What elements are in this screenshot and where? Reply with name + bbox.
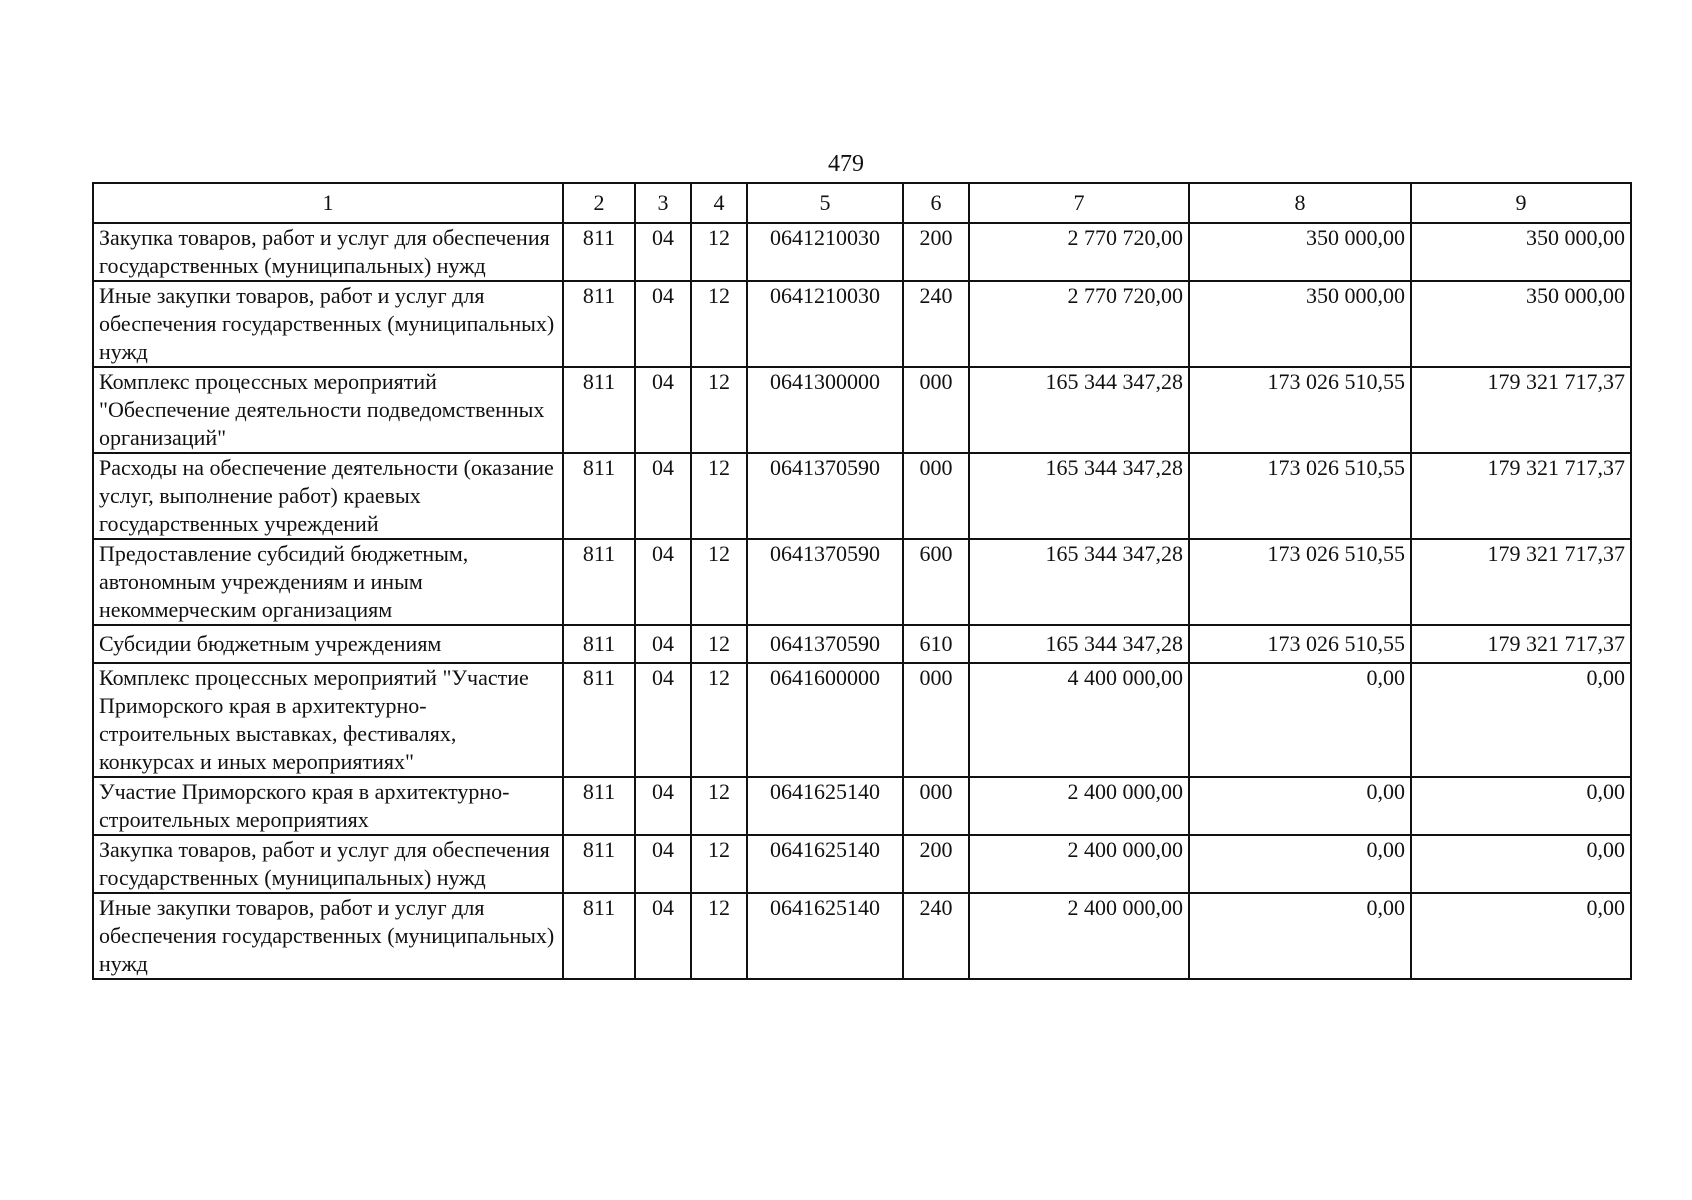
row-code-5: 0641370590: [747, 453, 903, 539]
row-code-2: 811: [563, 625, 635, 663]
row-code-6: 000: [903, 367, 969, 453]
header-cell: 9: [1411, 183, 1631, 223]
row-amount-8: 0,00: [1189, 777, 1411, 835]
row-amount-7: 2 400 000,00: [969, 893, 1189, 979]
row-code-5: 0641600000: [747, 663, 903, 777]
row-code-6: 000: [903, 663, 969, 777]
row-amount-8: 350 000,00: [1189, 281, 1411, 367]
row-name: Иные закупки товаров, работ и услуг для обеспечения государственных (муниципальных) нужд: [93, 281, 563, 367]
header-cell: 3: [635, 183, 691, 223]
row-code-2: 811: [563, 281, 635, 367]
row-code-4: 12: [691, 893, 747, 979]
row-code-3: 04: [635, 281, 691, 367]
row-name: Закупка товаров, работ и услуг для обеспечения государственных (муниципальных) нужд: [93, 835, 563, 893]
row-code-4: 12: [691, 835, 747, 893]
row-code-6: 200: [903, 835, 969, 893]
header-cell: 7: [969, 183, 1189, 223]
row-code-2: 811: [563, 663, 635, 777]
row-amount-8: 173 026 510,55: [1189, 539, 1411, 625]
table-row: [93, 367, 1631, 453]
row-code-6: 200: [903, 223, 969, 281]
row-name: Комплекс процессных мероприятий "Обеспечение деятельности подведомственных организаций": [93, 367, 563, 453]
table-row: [93, 281, 1631, 367]
table-row: [93, 835, 1631, 893]
header-cell: 4: [691, 183, 747, 223]
row-amount-9: 179 321 717,37: [1411, 625, 1631, 663]
row-code-4: 12: [691, 777, 747, 835]
row-name: Расходы на обеспечение деятельности (оказание услуг, выполнение работ) краевых государственных учреждений: [93, 453, 563, 539]
row-name: Участие Приморского края в архитектурно-строительных мероприятиях: [93, 777, 563, 835]
table-row: [93, 539, 1631, 625]
row-code-2: 811: [563, 539, 635, 625]
row-code-3: 04: [635, 539, 691, 625]
table-row: [93, 223, 1631, 281]
header-cell: 6: [903, 183, 969, 223]
table-row: [93, 625, 1631, 663]
page-number: 479: [828, 151, 864, 177]
row-code-3: 04: [635, 223, 691, 281]
row-code-3: 04: [635, 893, 691, 979]
row-code-3: 04: [635, 663, 691, 777]
row-code-5: 0641300000: [747, 367, 903, 453]
header-cell: 8: [1189, 183, 1411, 223]
row-code-6: 000: [903, 777, 969, 835]
row-code-4: 12: [691, 367, 747, 453]
row-name: Предоставление субсидий бюджетным, автономным учреждениям и иным некоммерческим организациям: [93, 539, 563, 625]
row-code-2: 811: [563, 777, 635, 835]
table-row: [93, 893, 1631, 979]
row-code-4: 12: [691, 663, 747, 777]
row-code-5: 0641625140: [747, 835, 903, 893]
row-amount-8: 0,00: [1189, 663, 1411, 777]
row-code-2: 811: [563, 223, 635, 281]
row-amount-8: 173 026 510,55: [1189, 625, 1411, 663]
row-amount-7: 2 400 000,00: [969, 777, 1189, 835]
table-row: [93, 663, 1631, 777]
row-amount-9: 0,00: [1411, 663, 1631, 777]
row-code-3: 04: [635, 453, 691, 539]
row-code-3: 04: [635, 367, 691, 453]
row-code-6: 240: [903, 281, 969, 367]
row-code-6: 600: [903, 539, 969, 625]
header-cell: 2: [563, 183, 635, 223]
row-code-5: 0641625140: [747, 893, 903, 979]
row-amount-7: 2 400 000,00: [969, 835, 1189, 893]
row-code-2: 811: [563, 835, 635, 893]
row-code-3: 04: [635, 777, 691, 835]
row-name: Субсидии бюджетным учреждениям: [93, 625, 563, 663]
row-code-4: 12: [691, 539, 747, 625]
row-name: Комплекс процессных мероприятий "Участие Приморского края в архитектурно-строительных выставках, фестивалях, конкурсах и иных мероприятиях": [93, 663, 563, 777]
row-code-2: 811: [563, 367, 635, 453]
row-code-5: 0641370590: [747, 539, 903, 625]
row-code-5: 0641370590: [747, 625, 903, 663]
row-amount-9: 350 000,00: [1411, 223, 1631, 281]
header-cell: 5: [747, 183, 903, 223]
row-code-3: 04: [635, 625, 691, 663]
row-amount-7: 165 344 347,28: [969, 625, 1189, 663]
row-amount-9: 0,00: [1411, 893, 1631, 979]
row-name: Закупка товаров, работ и услуг для обеспечения государственных (муниципальных) нужд: [93, 223, 563, 281]
row-code-5: 0641210030: [747, 223, 903, 281]
row-amount-9: 350 000,00: [1411, 281, 1631, 367]
row-amount-7: 165 344 347,28: [969, 539, 1189, 625]
row-amount-8: 0,00: [1189, 835, 1411, 893]
row-code-2: 811: [563, 893, 635, 979]
row-code-5: 0641210030: [747, 281, 903, 367]
row-code-5: 0641625140: [747, 777, 903, 835]
table-row: [93, 777, 1631, 835]
row-code-6: 000: [903, 453, 969, 539]
header-row: [93, 183, 1631, 223]
row-code-2: 811: [563, 453, 635, 539]
row-amount-9: 179 321 717,37: [1411, 539, 1631, 625]
budget-table: [92, 182, 1632, 980]
row-code-3: 04: [635, 835, 691, 893]
row-amount-9: 179 321 717,37: [1411, 453, 1631, 539]
row-amount-7: 165 344 347,28: [969, 367, 1189, 453]
header-cell: 1: [93, 183, 563, 223]
row-code-6: 610: [903, 625, 969, 663]
row-code-4: 12: [691, 625, 747, 663]
row-code-4: 12: [691, 281, 747, 367]
row-amount-8: 350 000,00: [1189, 223, 1411, 281]
row-amount-9: 0,00: [1411, 835, 1631, 893]
row-amount-8: 173 026 510,55: [1189, 367, 1411, 453]
row-amount-9: 0,00: [1411, 777, 1631, 835]
row-code-4: 12: [691, 453, 747, 539]
row-code-4: 12: [691, 223, 747, 281]
table-row: [93, 453, 1631, 539]
row-name: Иные закупки товаров, работ и услуг для обеспечения государственных (муниципальных) нужд: [93, 893, 563, 979]
row-amount-8: 173 026 510,55: [1189, 453, 1411, 539]
row-amount-7: 2 770 720,00: [969, 281, 1189, 367]
row-amount-7: 165 344 347,28: [969, 453, 1189, 539]
row-amount-9: 179 321 717,37: [1411, 367, 1631, 453]
row-amount-7: 2 770 720,00: [969, 223, 1189, 281]
row-amount-8: 0,00: [1189, 893, 1411, 979]
row-code-6: 240: [903, 893, 969, 979]
row-amount-7: 4 400 000,00: [969, 663, 1189, 777]
